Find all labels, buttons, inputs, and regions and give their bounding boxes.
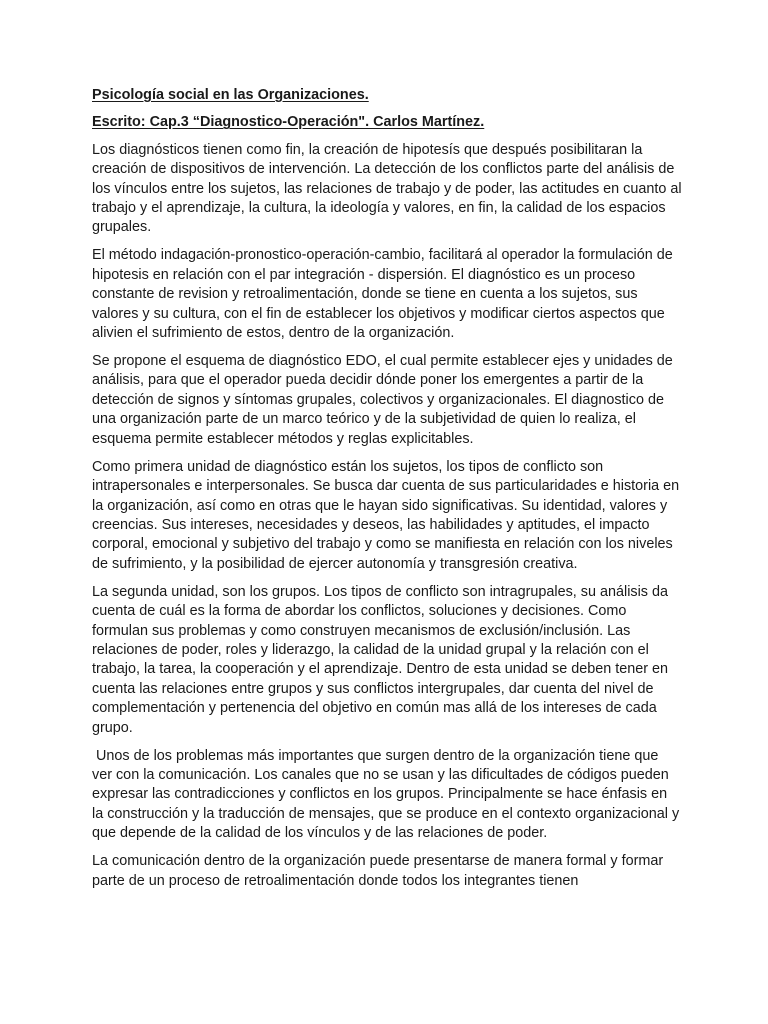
- paragraph-4: Como primera unidad de diagnóstico están los sujetos, los tipos de conflicto son intrapersonales e interpersonales. Se busca dar cuenta de sus particularidades e historia en la organización, así como en otras que le hayan sido significativas. Su identidad, valores y creencias. Sus intereses, necesidades y deseos, las habilidades y aptitudes, el impacto corporal, emocional y subjetivo del trabajo y como se manifiesta en relación con los niveles de sufrimiento, y la posibilidad de ejercer autonomía y transgresión creativa.: [92, 458, 684, 572]
- document-page: [92, 86, 686, 900]
- paragraph-5: La segunda unidad, son los grupos. Los tipos de conflicto son intragrupales, su análisis da cuenta de cuál es la forma de abordar los conflictos, soluciones y decisiones. Como formulan sus problemas y como construyen mecanismos de exclusión/inclusión. Las relaciones de poder, roles y liderazgo, la calidad de la unidad grupal y la relación con el trabajo, la tarea, la cooperación y el aprendizaje. Dentro de esta unidad se deben tener en cuenta las relaciones entre grupos y sus conflictos intergrupales, dar cuenta del nivel de complementación y pertenencia del objetivo en común mas allá de los intereses de cada grupo.: [92, 583, 673, 736]
- paragraph-6: Unos de los problemas más importantes que surgen dentro de la organización tiene que ver con la comunicación. Los canales que no se usan y las dificultades de códigos pueden expresar las contradicciones y conflictos en los grupos. Principalmente se hace énfasis en la construcción y la traducción de mensajes, que se produce en el contexto organizacional y que depende de la calidad de los vínculos y de las relaciones de poder.: [92, 747, 684, 842]
- document-title: Psicología social en las Organizaciones.: [92, 87, 369, 103]
- paragraph-3: Se propone el esquema de diagnóstico EDO, el cual permite establecer ejes y unidades de análisis, para que el operador pueda decidir dónde poner los emergentes a partir de la detección de signos y síntomas grupales, colectivos y organizacionales. El diagnostico de una organización parte de un marco teórico y de la subjetividad de quien lo realiza, el esquema permite establecer métodos y reglas explicitables.: [92, 353, 677, 447]
- document-subtitle: Escrito: Cap.3 “Diagnostico-Operación". Carlos Martínez.: [92, 114, 485, 131]
- paragraph-7: La comunicación dentro de la organización puede presentarse de manera formal y formar parte de un proceso de retroalimentación donde todos los integrantes tienen: [92, 853, 668, 889]
- paragraph-2: El método indagación-pronostico-operación-cambio, facilitará al operador la formulación de hipotesis en relación con el par integración - dispersión. El diagnóstico es un proceso constante de revision y retroalimentación, donde se tiene en cuenta a los sujetos, sus valores y su cultura, con el fin de establecer los objetivos y modificar ciertos aspectos que alivien el sufrimiento de estos, dentro de la organización.: [92, 247, 677, 342]
- paragraph-1: Los diagnósticos tienen como fin, la creación de hipotesís que después posibilitaran la creación de dispositivos de intervención. La detección de los conflictos parte del análisis de los vínculos entre los sujetos, las relaciones de trabajo y de poder, las actitudes en cuanto al trabajo y el aprendizaje, la cultura, la ideología y valores, en fin, la calidad de los espacios grupales.: [92, 141, 686, 236]
